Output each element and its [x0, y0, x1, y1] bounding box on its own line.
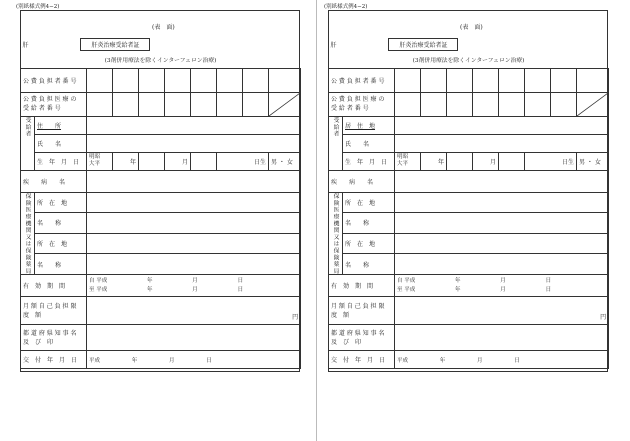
recipient-digit[interactable]: [421, 92, 447, 116]
address-row: [21, 116, 301, 134]
recipient-digit[interactable]: [191, 92, 217, 116]
form-title: 肝炎治療受給者証: [388, 38, 458, 51]
governor-label: 都 道 府 県 知 事 名 及 び 印: [21, 325, 87, 351]
issue-label: 交 付 年 月 日: [21, 351, 87, 369]
location-label: 所 在 地: [343, 192, 395, 213]
sub-note: (3剤併用療法を除くインターフェロン治療): [104, 57, 217, 64]
issue-label: 交 付 年 月 日: [329, 351, 395, 369]
facility-name-label: 名 称: [343, 254, 395, 275]
self-pay-field[interactable]: 円: [395, 297, 609, 325]
form-code: (別紙様式例4−2): [324, 4, 368, 10]
recipient-digit[interactable]: [243, 92, 269, 116]
self-pay-field[interactable]: 円: [87, 297, 301, 325]
location-label: 所 在 地: [35, 233, 87, 254]
kind-label: 肝: [330, 41, 337, 49]
address-label: 住 所: [35, 116, 87, 134]
payer-digit[interactable]: [217, 68, 243, 92]
birth-row: [21, 152, 301, 170]
validity-field[interactable]: 自 平成 年 月 日 至 平成 年 月 日: [395, 275, 609, 297]
payer-digit[interactable]: [525, 68, 551, 92]
payer-digit[interactable]: [243, 68, 269, 92]
recipient-digit[interactable]: [395, 92, 421, 116]
facility-name-label: 名 称: [343, 213, 395, 234]
sex-choice[interactable]: 男 ・ 女: [269, 152, 301, 170]
validity-label: 有 効 期 間: [329, 275, 395, 297]
pharmacy-location-field[interactable]: [395, 233, 609, 254]
facility-name-label: 名 称: [35, 254, 87, 275]
recipient-number-row: [21, 92, 301, 116]
payer-digit[interactable]: [113, 68, 139, 92]
side-caption: (表 面): [460, 24, 483, 31]
recipient-digit[interactable]: [473, 92, 499, 116]
payer-number-row: [329, 68, 609, 92]
payer-digit[interactable]: [447, 68, 473, 92]
facility-location-field[interactable]: [395, 192, 609, 213]
pharmacy-name-row: [21, 254, 301, 275]
birth-day[interactable]: 日生: [525, 152, 577, 170]
unused-digit-cell: [269, 92, 301, 116]
name-row: [329, 134, 609, 152]
pharmacy-name-field[interactable]: [87, 254, 301, 275]
facility-location-row: [329, 192, 609, 213]
birth-year[interactable]: 年: [421, 152, 447, 170]
location-label: 所 在 地: [343, 233, 395, 254]
pharmacy-location-row: [329, 233, 609, 254]
validity-row: [329, 275, 609, 297]
payer-digit[interactable]: [165, 68, 191, 92]
address-field[interactable]: [395, 116, 609, 134]
birth-day[interactable]: 日生: [217, 152, 269, 170]
form-title: 肝炎治療受給者証: [80, 38, 150, 51]
governor-row: [329, 325, 609, 351]
validity-label: 有 効 期 間: [21, 275, 87, 297]
recipient-digit[interactable]: [551, 92, 577, 116]
payer-digit[interactable]: [421, 68, 447, 92]
payer-digit[interactable]: [139, 68, 165, 92]
facility-location-field[interactable]: [87, 192, 301, 213]
payer-digit[interactable]: [551, 68, 577, 92]
payer-digit[interactable]: [577, 68, 609, 92]
payer-digit[interactable]: [269, 68, 301, 92]
payer-digit[interactable]: [191, 68, 217, 92]
diagonal-slash: [269, 93, 300, 116]
recipient-digit[interactable]: [87, 92, 113, 116]
payer-number-row: [21, 68, 301, 92]
name-field[interactable]: [395, 134, 609, 152]
name-row: [21, 134, 301, 152]
sex-choice[interactable]: 男 ・ 女: [577, 152, 609, 170]
side-caption: (表 面): [152, 24, 175, 31]
address-field[interactable]: [87, 116, 301, 134]
certificate-sheet-right: [322, 0, 614, 441]
validity-field[interactable]: 自 平成 年 月 日 至 平成 年 月 日: [87, 275, 301, 297]
facility-name-label: 名 称: [35, 213, 87, 234]
validity-row: [21, 275, 301, 297]
facility-name-field[interactable]: [87, 213, 301, 234]
recipient-digit[interactable]: [447, 92, 473, 116]
payer-digit[interactable]: [395, 68, 421, 92]
name-label: 氏 名: [343, 134, 395, 152]
self-pay-label: 月 額 自 己 負 担 限 度 額: [21, 297, 87, 325]
self-pay-row: [21, 297, 301, 325]
facility-location-row: [21, 192, 301, 213]
recipient-label: 受給者: [21, 116, 35, 170]
recipient-digit[interactable]: [217, 92, 243, 116]
recipient-number-label: 公 費 負 担 医 療 の 受 給 者 番 号: [329, 92, 395, 116]
kind-label: 肝: [22, 41, 29, 49]
recipient-label: 受給者: [329, 116, 343, 170]
payer-digit[interactable]: [499, 68, 525, 92]
birth-year[interactable]: 年: [113, 152, 139, 170]
birth-month[interactable]: 月: [473, 152, 499, 170]
payer-digit[interactable]: [87, 68, 113, 92]
address-label: 居 住 地: [343, 116, 395, 134]
disease-label: 疾 病 名: [21, 170, 87, 192]
title-row: [329, 34, 609, 68]
governor-row: [21, 325, 301, 351]
birth-row: [329, 152, 609, 170]
birth-label: 生 年 月 日: [35, 152, 87, 170]
issue-field[interactable]: 平成 年 月 日: [87, 351, 301, 369]
diagonal-slash: [577, 93, 608, 116]
recipient-digit[interactable]: [139, 92, 165, 116]
name-label: 氏 名: [35, 134, 87, 152]
recipient-digit[interactable]: [113, 92, 139, 116]
name-field[interactable]: [87, 134, 301, 152]
address-row: [329, 116, 609, 134]
disease-field[interactable]: [87, 170, 301, 192]
governor-field[interactable]: [87, 325, 301, 351]
governor-label: 都 道 府 県 知 事 名 及 び 印: [329, 325, 395, 351]
disease-label: 疾 病 名: [329, 170, 395, 192]
birth-month[interactable]: 月: [165, 152, 191, 170]
recipient-number-row: [329, 92, 609, 116]
pharmacy-location-row: [21, 233, 301, 254]
payer-number-label: 公 費 負 担 者 番 号: [329, 68, 395, 92]
era-choices[interactable]: 明昭 大平: [395, 152, 421, 170]
governor-field[interactable]: [395, 325, 609, 351]
pharmacy-name-field[interactable]: [395, 254, 609, 275]
facility-name-row: [329, 213, 609, 234]
era-choices[interactable]: 明昭 大平: [87, 152, 113, 170]
form-code: (別紙様式例4−2): [16, 4, 60, 10]
payer-number-label: 公 費 負 担 者 番 号: [21, 68, 87, 92]
sub-note: (3剤併用療法を除くインターフェロン治療): [412, 57, 525, 64]
facility-name-row: [21, 213, 301, 234]
facility-group-label: 保険医療機関又は保険薬局: [21, 192, 35, 275]
payer-digit[interactable]: [473, 68, 499, 92]
disease-row: [21, 170, 301, 192]
issue-row: [329, 351, 609, 369]
recipient-number-label: 公 費 負 担 医 療 の 受 給 者 番 号: [21, 92, 87, 116]
pharmacy-name-row: [329, 254, 609, 275]
self-pay-row: [329, 297, 609, 325]
certificate-sheet-left: [14, 0, 306, 441]
recipient-digit[interactable]: [499, 92, 525, 116]
recipient-digit[interactable]: [165, 92, 191, 116]
certificate-form: [20, 34, 301, 369]
self-pay-label: 月 額 自 己 負 担 限 度 額: [329, 297, 395, 325]
disease-row: [329, 170, 609, 192]
issue-field[interactable]: 平成 年 月 日: [395, 351, 609, 369]
birth-label: 生 年 月 日: [343, 152, 395, 170]
issue-row: [21, 351, 301, 369]
recipient-digit[interactable]: [525, 92, 551, 116]
pharmacy-location-field[interactable]: [87, 233, 301, 254]
title-row: [21, 34, 301, 68]
facility-name-field[interactable]: [395, 213, 609, 234]
location-label: 所 在 地: [35, 192, 87, 213]
certificate-form: [328, 34, 609, 369]
unused-digit-cell: [577, 92, 609, 116]
sheet-divider: [316, 0, 317, 441]
disease-field[interactable]: [395, 170, 609, 192]
facility-group-label: 保険医療機関又は保険薬局: [329, 192, 343, 275]
